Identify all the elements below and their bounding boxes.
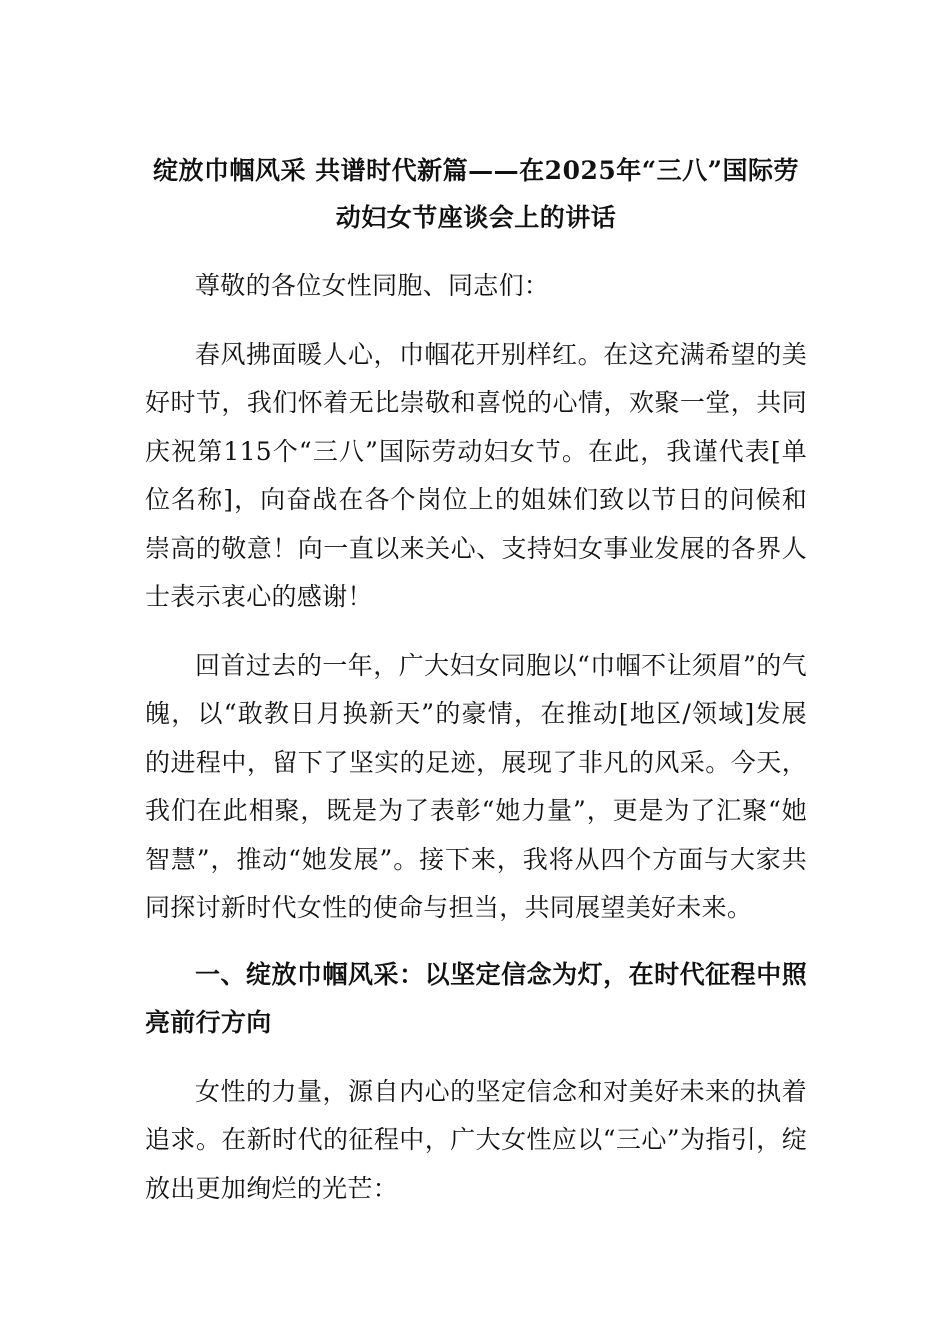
salutation: 尊敬的各位女性同胞、同志们：	[195, 271, 550, 300]
paragraph-opening: 春风拂面暖人心，巾帼花开别样红。在这充满希望的美好时节，我们怀着无比崇敬和喜悦的心情，欢聚一堂，共同庆祝第115个“三八”国际劳动妇女节。在此，我谨代表[单位名称]，向奋战在各个岗位上的姐妹们致以节日的问候和崇高的敬意！向一直以来关心、支持妇女事业发展的各界人士表示衷心的感谢！	[145, 339, 807, 611]
document-body	[145, 147, 807, 1213]
document-title: 绽放巾帼风采 共谱时代新篇——在2025年“三八”国际劳动妇女节座谈会上的讲话	[152, 156, 800, 232]
section-heading-1: 一、绽放巾帼风采：以坚定信念为灯，在时代征程中照亮前行方向	[145, 959, 807, 1037]
paragraph-review: 回首过去的一年，广大妇女同胞以“巾帼不让须眉”的气魄，以“敢教日月换新天”的豪情，在推动[地区/领域]发展的进程中，留下了坚实的足迹，展现了非凡的风采。今天，我们在此相聚，既是为了表彰“她力量”，更是为了汇聚“她智慧”，推动“她发展”。接下来，我将从四个方面与大家共同探讨新时代女性的使命与担当，共同展望美好未来。	[145, 650, 807, 922]
section-1-paragraph: 女性的力量，源自内心的坚定信念和对美好未来的执着追求。在新时代的征程中，广大女性应以“三心”为指引，绽放出更加绚烂的光芒：	[145, 1076, 807, 1203]
